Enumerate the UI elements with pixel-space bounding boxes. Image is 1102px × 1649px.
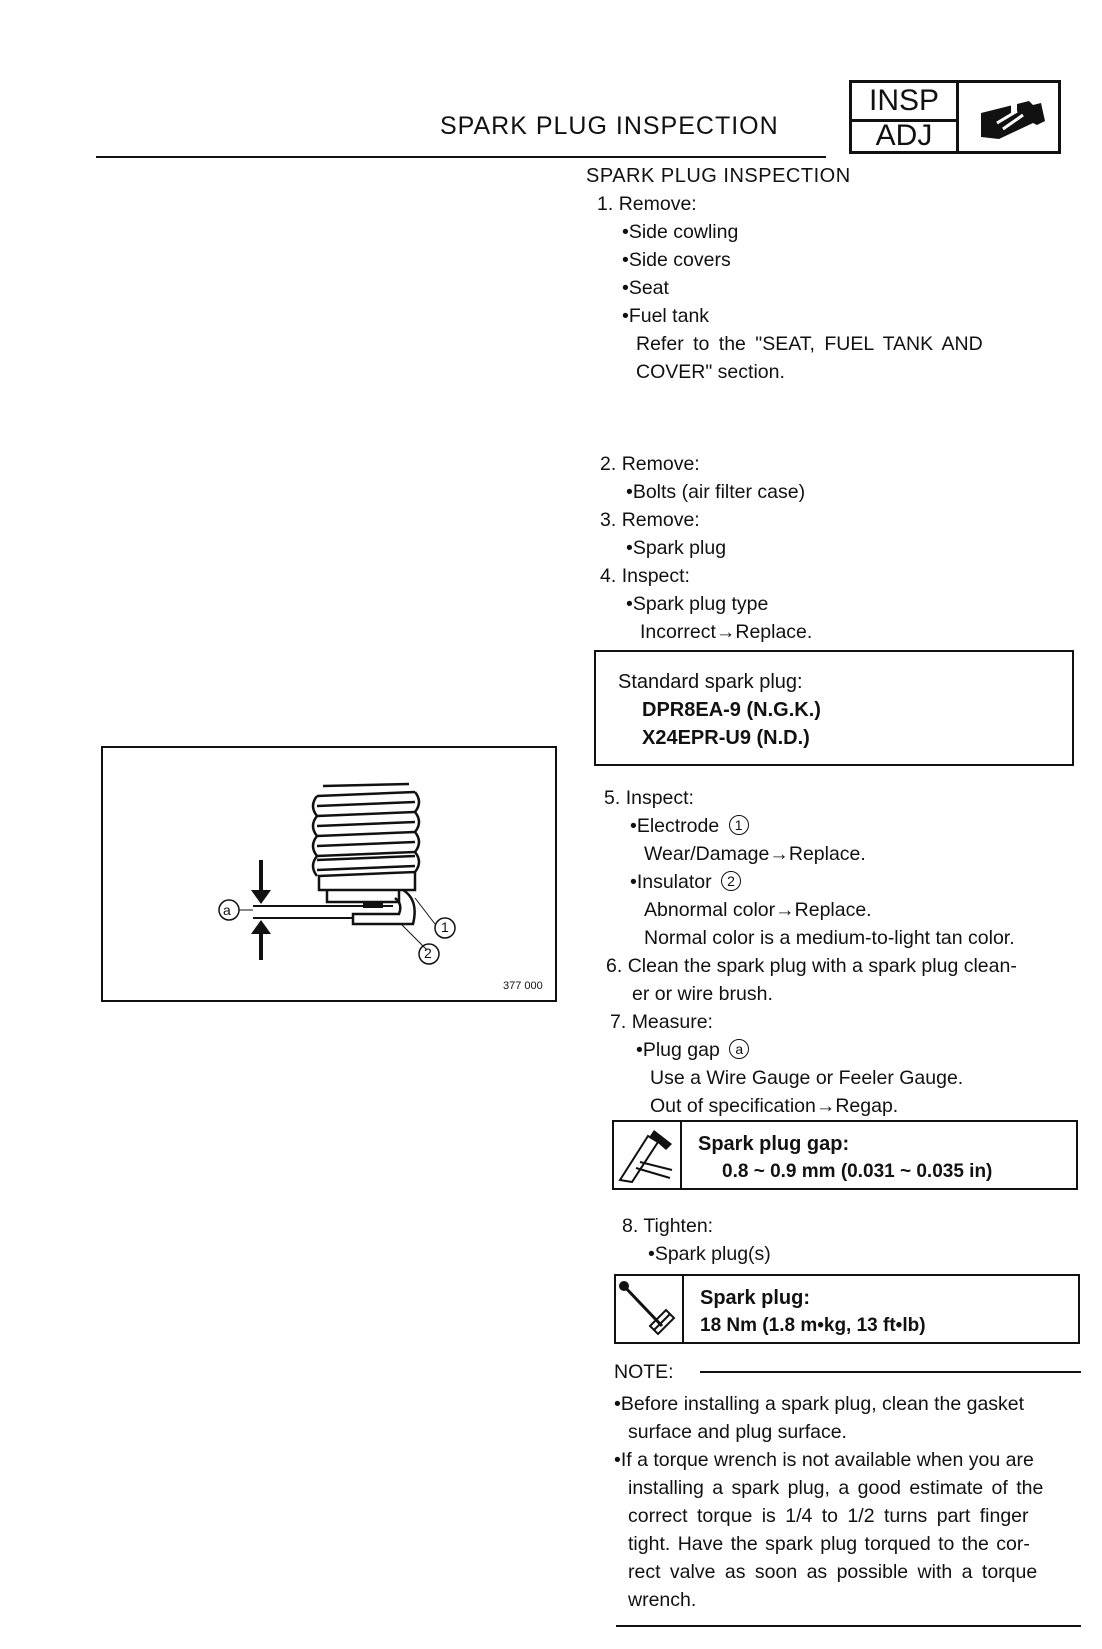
badge-adj: ADJ xyxy=(875,119,933,152)
torque-label: Spark plug: xyxy=(700,1287,811,1309)
note-line: •If a torque wrench is not available when you are xyxy=(614,1449,1034,1471)
step-7 xyxy=(610,1008,713,1036)
step-text: Use a Wire Gauge or Feeler Gauge. xyxy=(650,1067,964,1089)
result-text: Wear/Damage→Replace. xyxy=(644,843,866,865)
step-3 xyxy=(600,506,700,534)
plug-ngk: DPR8EA-9 (N.G.K.) xyxy=(642,699,821,721)
step-5 xyxy=(604,784,694,812)
standard-spark-plug-box xyxy=(594,650,1074,766)
page-title: SPARK PLUG INSPECTION xyxy=(440,112,779,140)
gap-value: 0.8 ~ 0.9 mm (0.031 ~ 0.035 in) xyxy=(722,1161,993,1182)
header-rule xyxy=(96,156,826,158)
step-number: 4. xyxy=(600,565,617,587)
list-item: •Plug gap a xyxy=(636,1036,749,1064)
step-number: 6. xyxy=(606,955,623,977)
callout-1: 1 xyxy=(729,815,749,835)
note-text: Normal color is a medium-to-light tan color. xyxy=(644,927,1015,949)
step-6 xyxy=(606,952,1017,980)
insp-adj-badge xyxy=(849,80,1061,154)
list-item: •Seat xyxy=(622,277,669,299)
note-heading: NOTE: xyxy=(614,1361,674,1383)
gap-label: Spark plug gap: xyxy=(698,1133,850,1155)
step-action: Remove: xyxy=(618,193,697,215)
figure-code: 377 000 xyxy=(503,980,543,992)
torque-spec-box xyxy=(614,1274,1080,1344)
step-action: Inspect: xyxy=(625,787,694,809)
list-item: •Electrode 1 xyxy=(630,812,749,840)
note-line: wrench. xyxy=(628,1589,697,1611)
list-item: •Fuel tank xyxy=(622,305,710,327)
torque-value: 18 Nm (1.8 m•kg, 13 ft•lb) xyxy=(700,1315,926,1336)
list-item: •Bolts (air filter case) xyxy=(626,481,806,503)
torque-wrench-icon xyxy=(616,1276,684,1342)
step-8 xyxy=(622,1212,713,1240)
step-2 xyxy=(600,450,700,478)
label-1: 1 xyxy=(441,919,449,935)
step-number: 1. xyxy=(597,193,614,215)
reference-text: Refer to the "SEAT, FUEL TANK AND xyxy=(636,333,983,355)
list-item: •Spark plug xyxy=(626,537,727,559)
step-4 xyxy=(600,562,690,590)
note-rule xyxy=(700,1371,1081,1373)
list-item: •Side cowling xyxy=(622,221,739,243)
note-line: installing a spark plug, a good estimate of the xyxy=(628,1477,1044,1499)
step-text: Out of specification→Regap. xyxy=(650,1095,899,1117)
spark-plug-diagram xyxy=(103,748,555,1000)
note-line: correct torque is 1/4 to 1/2 turns part finger xyxy=(628,1505,1029,1527)
step-1 xyxy=(597,190,697,218)
spark-plug-gap-box xyxy=(612,1120,1078,1190)
step-text: er or wire brush. xyxy=(632,983,773,1005)
note-line: surface and plug surface. xyxy=(628,1421,847,1443)
step-number: 7. xyxy=(610,1011,627,1033)
callout-a: a xyxy=(729,1039,749,1059)
list-item: •Insulator 2 xyxy=(630,868,741,896)
step-number: 3. xyxy=(600,509,617,531)
result-text: Abnormal color→Replace. xyxy=(644,899,872,921)
label-a: a xyxy=(223,902,231,918)
step-action: Inspect: xyxy=(621,565,690,587)
note-line: tight. Have the spark plug torqued to the cor- xyxy=(628,1533,1030,1555)
step-action: Remove: xyxy=(621,509,700,531)
step-number: 5. xyxy=(604,787,621,809)
step-action: Tighten: xyxy=(643,1215,714,1237)
spark-plug-figure xyxy=(101,746,557,1002)
reference-text: COVER" section. xyxy=(636,361,785,383)
section-title: SPARK PLUG INSPECTION xyxy=(586,165,851,187)
step-text: Clean the spark plug with a spark plug clean- xyxy=(627,955,1017,977)
step-action: Remove: xyxy=(621,453,700,475)
label-2: 2 xyxy=(424,945,432,961)
wrench-screwdriver-icon xyxy=(959,83,1058,151)
callout-2: 2 xyxy=(721,871,741,891)
step-action: Measure: xyxy=(631,1011,713,1033)
step-number: 2. xyxy=(600,453,617,475)
list-item: •Side covers xyxy=(622,249,731,271)
note-line: rect valve as soon as possible with a torque xyxy=(628,1561,1038,1583)
list-item: •Spark plug(s) xyxy=(648,1243,771,1265)
list-item: •Spark plug type xyxy=(626,593,769,615)
badge-text-cell xyxy=(852,83,959,151)
badge-insp: INSP xyxy=(852,83,956,122)
caliper-icon xyxy=(614,1122,682,1188)
step-number: 8. xyxy=(622,1215,639,1237)
note-bottom-rule xyxy=(616,1625,1081,1627)
box-label: Standard spark plug: xyxy=(618,671,803,693)
result-text: Incorrect→Replace. xyxy=(640,621,813,643)
plug-nd: X24EPR-U9 (N.D.) xyxy=(642,727,810,749)
note-line: •Before installing a spark plug, clean the gasket xyxy=(614,1393,1025,1415)
